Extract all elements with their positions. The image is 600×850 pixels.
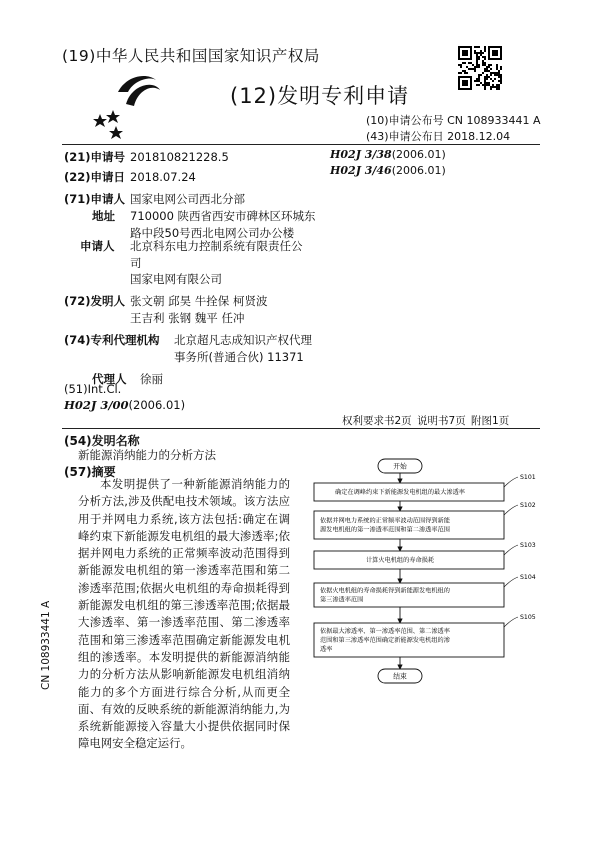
ipc-code-2: H02J 3/46(2006.01) xyxy=(330,164,446,177)
application-number: (21)申请号 201810821228.5 xyxy=(64,150,229,164)
header-rule xyxy=(62,144,540,145)
side-publication-number: CN 108933441 A xyxy=(40,600,52,690)
qr-code xyxy=(458,46,502,90)
filing-date: (22)申请日 2018.07.24 xyxy=(64,170,196,184)
applicant2-line2: 司 xyxy=(130,256,142,270)
section-rule xyxy=(62,428,540,429)
step-text: 范围和第三渗透率范围确定新能源发电机组的渗 xyxy=(320,637,450,645)
inventors-line2: 王吉利 张钢 魏平 任冲 xyxy=(130,311,245,325)
step-text: 依据最大渗透率、第一渗透率范围、第二渗透率 xyxy=(320,628,450,636)
patent-agent: 代理人 徐丽 xyxy=(92,372,163,386)
inventors: (72)发明人 张文朝 邱昊 牛拴保 柯贤波 xyxy=(64,294,268,308)
step-id-label: S104 xyxy=(520,574,536,581)
step-leader xyxy=(504,577,518,587)
step-leader xyxy=(504,617,518,627)
authority-heading: (19)中华人民共和国国家知识产权局 xyxy=(62,47,320,65)
step-text: 确定在调峰约束下新能源发电机组的最大渗透率 xyxy=(335,489,465,497)
page-count-line: 权利要求书2页 说明书7页 附图1页 xyxy=(342,415,510,427)
step-text: 依据火电机组的寿命损耗得到新能源发电机组的 xyxy=(320,587,450,595)
step-leader xyxy=(504,477,518,487)
applicant2: 申请人 北京科东电力控制系统有限责任公 xyxy=(80,239,303,253)
step-text: 透率 xyxy=(320,646,333,654)
step-id-label: S103 xyxy=(520,542,536,549)
step-text: 依据并网电力系统的正常频率波动范围得到新能 xyxy=(320,517,450,525)
end-label: 结束 xyxy=(393,672,407,681)
method-flowchart xyxy=(300,455,550,705)
int-cl-code: H02J 3/00(2006.01) xyxy=(64,398,186,412)
cnipa-logo xyxy=(88,62,188,142)
abstract-text: 本发明提供了一种新能源消纳能力的分析方法,涉及供配电技术领域。该方法应用于并网电力系统,该方法包括:确定在调峰约束下新能源发电机组的最大渗透率;依据并网电力系统的正常频率波动范围得到新能源发电机组的第一渗透率范围和第二渗透率范围;依据火电机组的寿命损耗得到新能源发电机组的第三渗透率范围;依据最大渗透率、第一渗透率范围、第二渗透率范围和第三渗透率范围确定新能源发电机组的渗透率。本发明提供的新能源消纳能力的分析方法从影响新能源发电机组消纳能力的多个方面进行综合分析,从而更全面、有效的反映系统的新能源消纳能力,为系统新能源接入容量大小提供依据同时保障电网安全稳定运行。 xyxy=(78,477,290,751)
start-label: 开始 xyxy=(393,462,407,471)
step-box-s102 xyxy=(314,511,504,539)
patent-agency: (74)专利代理机构 北京超凡志成知识产权代理 xyxy=(64,333,312,347)
patent-agency-line2: 事务所(普通合伙) 11371 xyxy=(174,350,304,364)
address-line2: 路中段50号西北电网公司办公楼 xyxy=(130,226,295,240)
publication-date: (43)申请公布日 2018.12.04 xyxy=(366,130,511,143)
step-id-label: S102 xyxy=(520,502,536,509)
invention-title: 新能源消纳能力的分析方法 xyxy=(78,448,216,462)
abstract-label: (57)摘要 xyxy=(64,465,116,479)
step-text: 第三渗透率范围 xyxy=(320,596,364,604)
step-text: 源发电机组的第一渗透率范围和第二渗透率范围 xyxy=(320,526,450,534)
step-id-label: S101 xyxy=(520,474,536,481)
step-leader xyxy=(504,505,518,515)
step-id-label: S105 xyxy=(520,614,536,621)
step-text: 计算火电机组的寿命损耗 xyxy=(365,557,435,565)
int-cl-label: (51)Int.Cl. xyxy=(64,382,122,396)
applicant2-line3: 国家电网有限公司 xyxy=(130,272,222,286)
publication-number: (10)申请公布号 CN 108933441 A xyxy=(366,114,541,127)
applicant: (71)申请人 国家电网公司西北分部 xyxy=(64,192,245,206)
address: 地址 710000 陕西省西安市碑林区环城东 xyxy=(92,209,316,223)
ipc-code-1: H02J 3/38(2006.01) xyxy=(330,148,446,161)
title-label: (54)发明名称 xyxy=(64,434,140,448)
document-kind: (12)发明专利申请 xyxy=(230,84,410,108)
step-leader xyxy=(504,545,518,555)
